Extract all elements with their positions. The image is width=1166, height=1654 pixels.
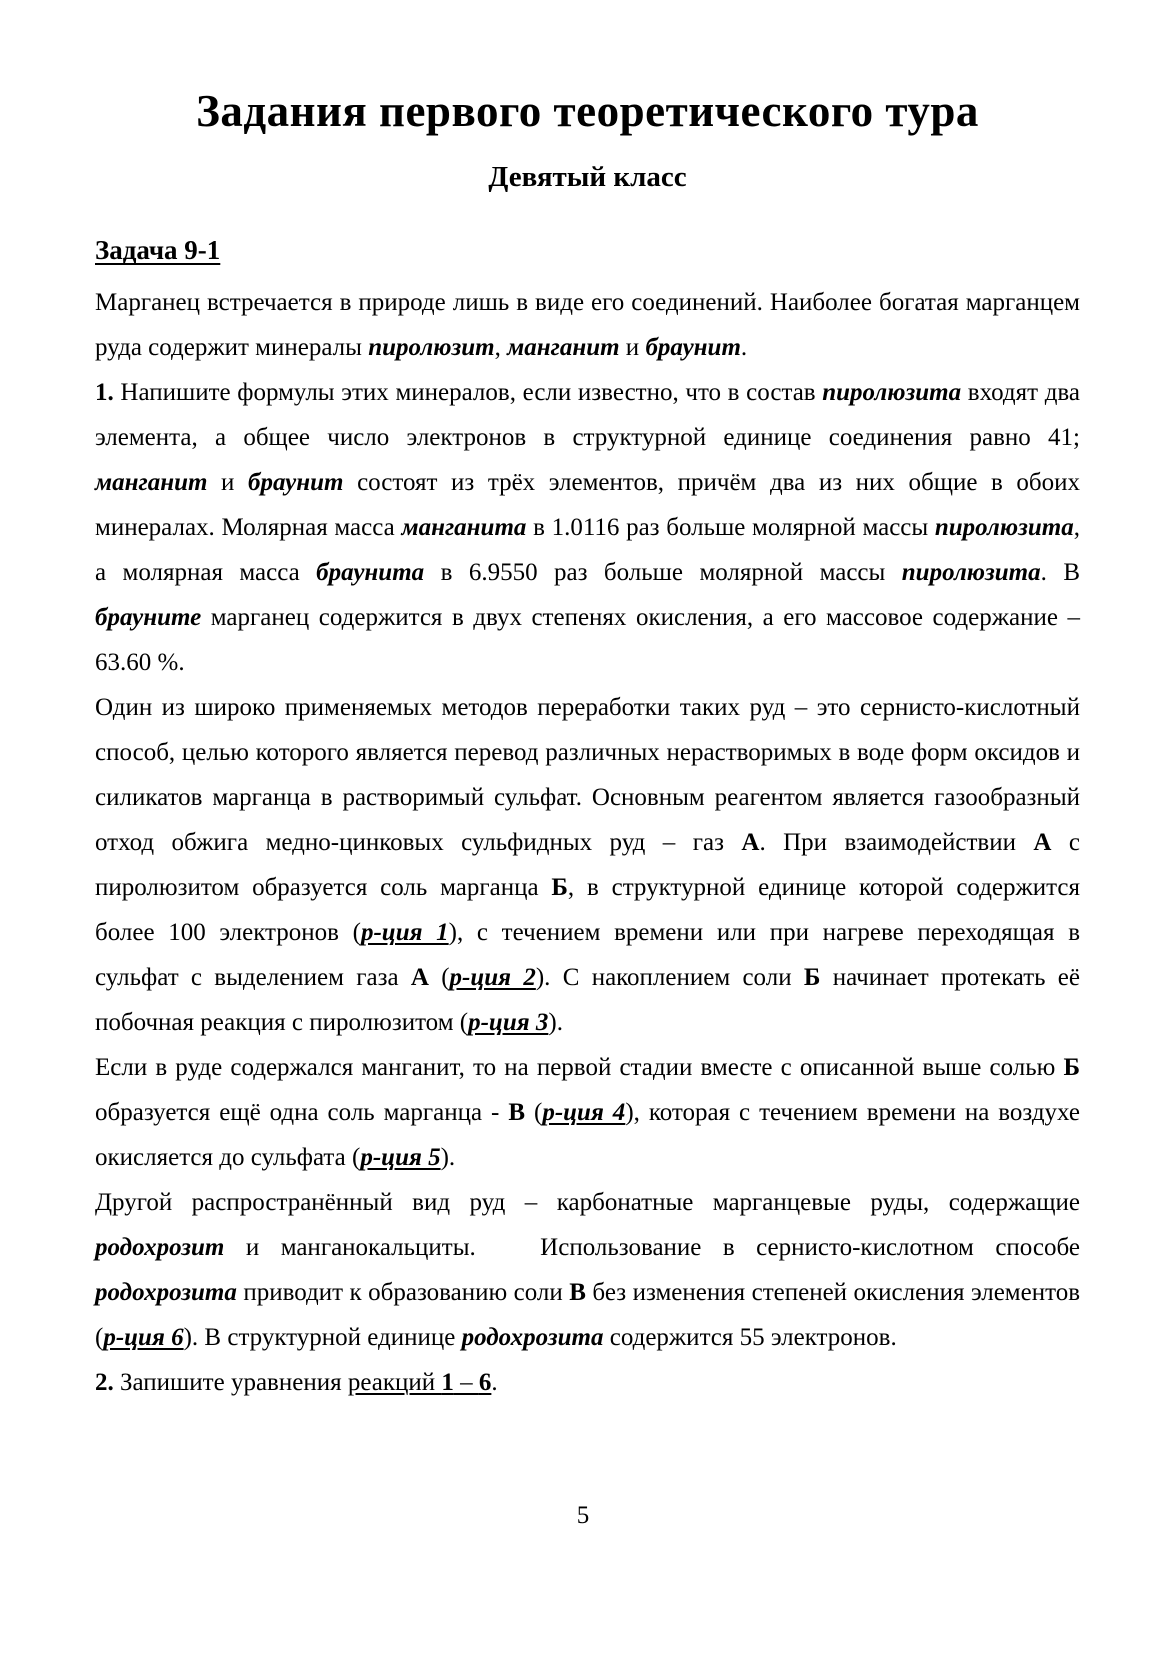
text-run: р-ция 2: [449, 964, 536, 992]
text-run: А: [1033, 829, 1052, 857]
text-run: пиролюзита: [901, 559, 1041, 587]
text-run: родохрозита: [461, 1324, 604, 1352]
text-run: Б: [551, 874, 568, 902]
text-run: и: [619, 334, 646, 362]
text-run: в 1.0116 раз больше молярной массы: [526, 514, 935, 542]
text-run: Если в руде содержался манганит, то на первой стадии вместе с описанной выше солью: [95, 1054, 1064, 1082]
text-run: Напишите формулы этих минералов, если известно, что в состав: [113, 379, 823, 407]
text-run: содержится 55 электронов.: [603, 1324, 897, 1352]
text-run: ).: [548, 1009, 563, 1037]
text-run: В: [569, 1279, 586, 1307]
text-run: без изменения степеней окисления элементов (: [95, 1279, 1080, 1352]
text-run: начинает протекать её побочная реакция с пиролюзитом (: [95, 964, 1081, 1037]
text-run: А: [410, 964, 429, 992]
text-run: в 6.9550 раз больше молярной массы: [424, 559, 902, 587]
text-run: с пиролюзитом образуется соль марганца: [95, 829, 1080, 902]
text-run: ). В структурной единице: [183, 1324, 462, 1352]
text-run: пиролюзита: [822, 379, 962, 407]
text-run: и: [207, 469, 249, 497]
text-run: и манганокальциты. Использование в сернисто-кислотном способе: [224, 1234, 1080, 1262]
paragraph-method: [95, 685, 1080, 1045]
text-run: браунита: [316, 559, 425, 587]
text-run: р-ция 3: [468, 1009, 549, 1037]
text-run: манганит: [95, 469, 208, 497]
text-run: р-ция 5: [360, 1144, 441, 1172]
text-run: Другой распространённый вид руд – карбонатные марганцевые руды, содержащие: [95, 1189, 1080, 1217]
text-run: брауните: [95, 604, 202, 632]
text-run: приводит к образованию соли: [236, 1279, 570, 1307]
text-run: Запишите уравнения: [113, 1369, 348, 1397]
text-run: пиролюзита: [934, 514, 1074, 542]
text-run: 2.: [95, 1369, 114, 1397]
text-run: Б: [803, 964, 821, 992]
text-run: ), с течением времени или при нагреве переходящая в сульфат с выделением газа: [95, 919, 1080, 992]
text-run: ). С накоплением соли: [535, 964, 804, 992]
text-run: манганит: [507, 334, 620, 362]
text-run: 1.: [95, 379, 114, 407]
text-run: входят два элемента, а общее число электронов в структурной единице соединения равно 41;: [95, 379, 1080, 452]
text-run: ,: [494, 334, 508, 362]
text-run: ).: [440, 1144, 456, 1172]
text-run: состоят из трёх элементов, причём два из них общие в обоих минералах. Молярная масса: [95, 469, 1080, 542]
paragraph-question-1: [95, 370, 1080, 685]
text-run: пиролюзит: [368, 334, 495, 362]
text-run: браунит: [248, 469, 344, 497]
text-run: , а молярная масса: [95, 514, 1080, 587]
text-run: . В: [1040, 559, 1080, 587]
text-run: Марганец встречается в природе лишь в виде его соединений. Наиболее богатая марганцем руда содержит минералы: [95, 289, 1080, 362]
text-run: .: [491, 1369, 498, 1397]
text-run: А: [741, 829, 760, 857]
text-run: р-ция 1: [360, 919, 449, 947]
text-run: 1: [441, 1369, 454, 1397]
text-run: реакций: [347, 1369, 442, 1397]
text-run: манганита: [401, 514, 527, 542]
paragraph-question-2: [95, 1360, 1080, 1405]
document-subtitle: Девятый класс: [488, 161, 687, 194]
text-run: Один из широко применяемых методов переработки таких руд – это сернисто-кислотный способ, целью которого является перевод различных нерастворимых в воде форм оксидов и силикатов марганца в растворимый сульфат. Основным реагентом является газообразный отход обжига медно-цинковых сульфидных руд – газ: [95, 694, 1080, 857]
text-run: В: [508, 1099, 526, 1127]
text-run: р-ция 4: [542, 1099, 626, 1127]
text-run: Б: [1063, 1054, 1080, 1082]
text-run: марганец содержится в двух степенях окисления, а его массовое содержание – 63.60 %.: [95, 604, 1080, 677]
text-run: р-ция 6: [103, 1324, 184, 1352]
text-run: –: [453, 1369, 479, 1397]
text-run: образуется ещё одна соль марганца -: [95, 1099, 509, 1127]
text-run: браунит: [645, 334, 741, 362]
text-run: родохрозита: [95, 1279, 237, 1307]
paragraph-carbonate-ores: [95, 1180, 1080, 1360]
document-title: Задания первого теоретического тура: [196, 86, 979, 136]
text-run: родохрозит: [95, 1234, 225, 1262]
page-number: 5: [576, 1502, 590, 1529]
text-run: .: [740, 334, 748, 362]
text-run: 6: [478, 1369, 492, 1397]
text-run: , в структурной единице которой содержится более 100 электронов (: [95, 874, 1080, 947]
text-run: ), которая с течением времени на воздухе окисляется до сульфата (: [95, 1099, 1081, 1172]
text-run: . При взаимодействии: [759, 829, 1034, 857]
paragraph-manganite: [95, 1045, 1080, 1180]
task-heading: Задача 9-1: [95, 235, 221, 266]
text-run: (: [428, 964, 450, 992]
paragraph-intro: [95, 280, 1080, 370]
text-run: (: [525, 1099, 543, 1127]
